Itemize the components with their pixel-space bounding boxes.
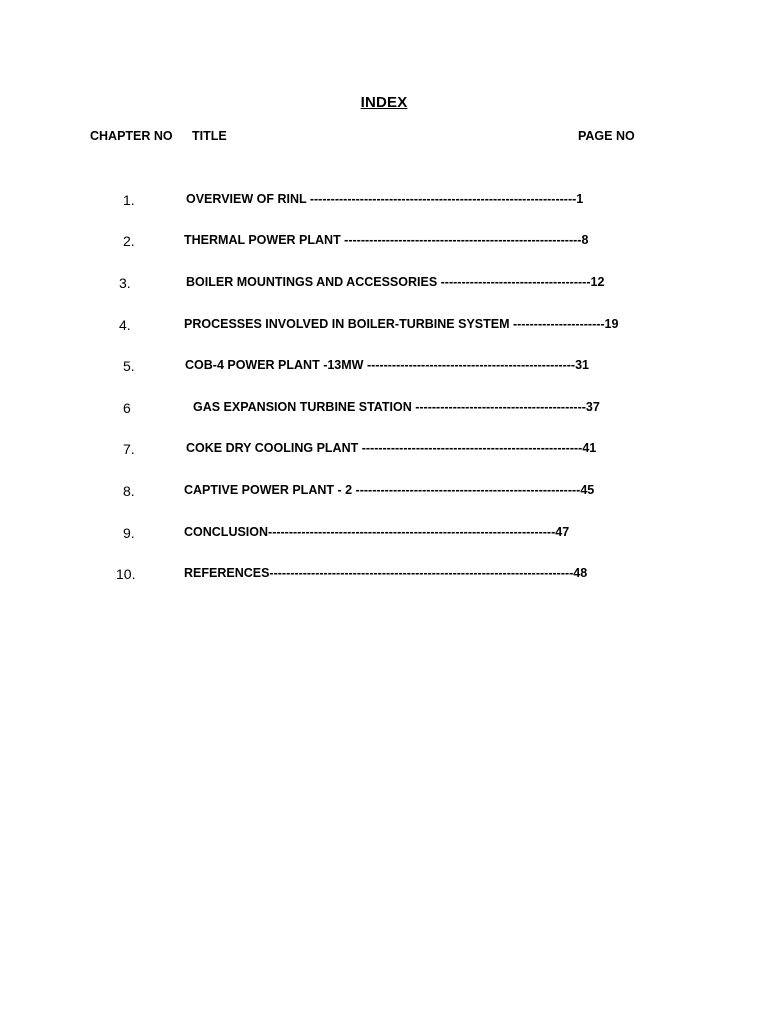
chapter-number: 2. [123, 233, 135, 249]
index-row [0, 441, 768, 461]
header-title: TITLE [192, 129, 227, 143]
chapter-number: 10. [116, 566, 136, 582]
chapter-number: 9. [123, 525, 135, 541]
index-row [0, 358, 768, 378]
chapter-entry: PROCESSES INVOLVED IN BOILER-TURBINE SYSTEM ----------------------19 [184, 317, 619, 331]
chapter-entry: GAS EXPANSION TURBINE STATION -----------------------------------------37 [193, 400, 600, 414]
chapter-entry: THERMAL POWER PLANT ---------------------------------------------------------8 [184, 233, 589, 247]
chapter-number: 5. [123, 358, 135, 374]
index-row [0, 483, 768, 503]
index-row [0, 192, 768, 212]
chapter-number: 7. [123, 441, 135, 457]
header-chapter-no: CHAPTER NO [90, 129, 173, 143]
chapter-number: 4. [119, 317, 131, 333]
chapter-entry: BOILER MOUNTINGS AND ACCESSORIES ------------------------------------12 [186, 275, 605, 289]
chapter-entry: CAPTIVE POWER PLANT - 2 ------------------------------------------------------45 [184, 483, 595, 497]
index-row [0, 525, 768, 545]
header-page-no: PAGE NO [578, 129, 635, 143]
chapter-entry: OVERVIEW OF RINL ----------------------------------------------------------------1 [186, 192, 584, 206]
index-row [0, 400, 768, 420]
index-title: INDEX [360, 94, 408, 111]
index-row [0, 233, 768, 253]
chapter-number: 3. [119, 275, 131, 291]
index-row [0, 275, 768, 295]
index-row [0, 317, 768, 337]
chapter-entry: CONCLUSION---------------------------------------------------------------------47 [184, 525, 570, 539]
chapter-entry: COB-4 POWER PLANT -13MW --------------------------------------------------31 [185, 358, 589, 372]
chapter-entry: COKE DRY COOLING PLANT -----------------------------------------------------41 [186, 441, 597, 455]
index-row [0, 566, 768, 586]
chapter-entry: REFERENCES-------------------------------------------------------------------------48 [184, 566, 588, 580]
chapter-number: 8. [123, 483, 135, 499]
chapter-number: 6 [123, 400, 131, 416]
chapter-number: 1. [123, 192, 135, 208]
